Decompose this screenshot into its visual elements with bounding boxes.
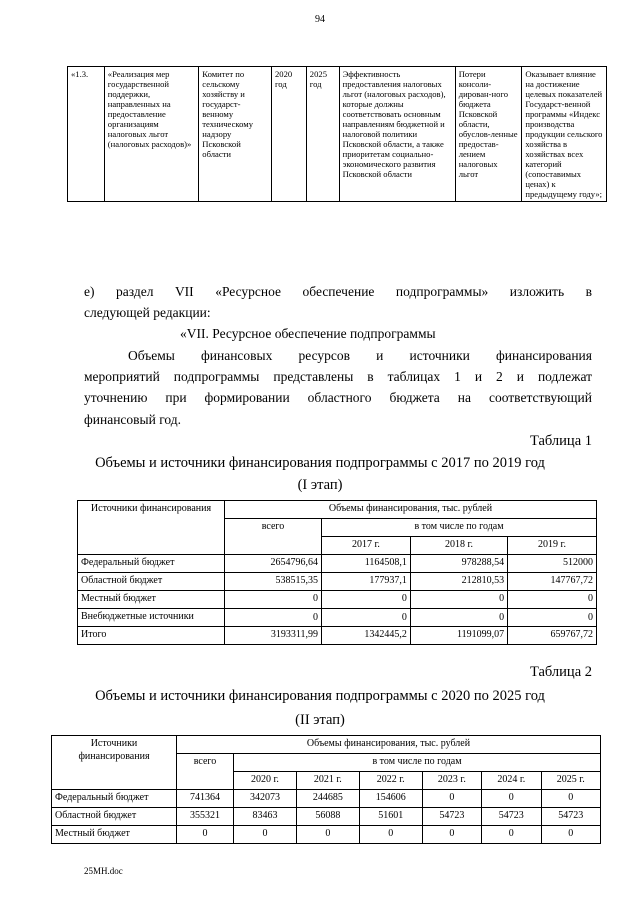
- year-cell: 54723: [541, 808, 600, 826]
- year-cell: 0: [410, 609, 507, 627]
- year-cell: 54723: [422, 808, 481, 826]
- header-sources: Источники финансирования: [78, 501, 225, 555]
- table-row: [52, 808, 601, 826]
- financing-table-1: [77, 500, 597, 645]
- year-cell: 83463: [234, 808, 297, 826]
- year-cell: 244685: [296, 790, 359, 808]
- total-cell: 0: [225, 591, 322, 609]
- header-total: всего: [177, 754, 234, 790]
- year-cell: 1342445,2: [322, 627, 411, 645]
- total-cell: 0: [177, 826, 234, 844]
- header-total: всего: [225, 519, 322, 555]
- table-row: [78, 555, 597, 573]
- paragraph-line-3: уточнению при формировании областного бюджета на соответствующий: [84, 390, 592, 405]
- paragraph-line-1: Объемы финансовых ресурсов и источники финансирования: [128, 348, 592, 363]
- year-cell: 54723: [482, 808, 541, 826]
- year-header: 2023 г.: [422, 772, 481, 790]
- executor: Комитет по сельскому хозяйству и государст-венному техническому надзору Псковской области: [199, 67, 272, 202]
- total-cell: 741364: [177, 790, 234, 808]
- year-header: 2024 г.: [482, 772, 541, 790]
- header-volumes: Объемы финансирования, тыс. рублей: [177, 736, 601, 754]
- year-cell: 0: [482, 790, 541, 808]
- year-cell: 0: [322, 609, 411, 627]
- year-cell: 0: [296, 826, 359, 844]
- year-header: 2018 г.: [410, 537, 507, 555]
- source-name: Итого: [78, 627, 225, 645]
- year-cell: 0: [234, 826, 297, 844]
- year-cell: 342073: [234, 790, 297, 808]
- total-cell: 355321: [177, 808, 234, 826]
- year-cell: 177937,1: [322, 573, 411, 591]
- year-header: 2022 г.: [359, 772, 422, 790]
- measure-name: «Реализация мер государственной поддержки, направленных на предоставление организациям налоговых льгот (налоговых расходов)»: [104, 67, 199, 202]
- year-header: 2020 г.: [234, 772, 297, 790]
- year-cell: 0: [508, 591, 597, 609]
- table2-title: Объемы и источники финансирования подпрограммы с 2020 по 2025 год: [95, 688, 545, 704]
- year-cell: 0: [359, 826, 422, 844]
- source-name: Областной бюджет: [78, 573, 225, 591]
- year-cell: 147767,72: [508, 573, 597, 591]
- consequence: Потери консоли-дирован-ного бюджета Псковской области, обуслов-ленные предостав-лением налоговых льгот: [455, 67, 522, 202]
- year-cell: 0: [422, 790, 481, 808]
- year-cell: 0: [541, 790, 600, 808]
- source-name: Местный бюджет: [52, 826, 177, 844]
- source-name: Областной бюджет: [52, 808, 177, 826]
- footer-filename: 25МН.doc: [84, 866, 123, 876]
- year-cell: 212810,53: [410, 573, 507, 591]
- impact: Оказывает влияние на достижение целевых показателей Государст-венной программы «Индекс производства продукции сельского хозяйства в хозяйствах всех категорий (сопоставимых ценах) к предыдущему году»;: [522, 67, 607, 202]
- source-name: Местный бюджет: [78, 591, 225, 609]
- year-cell: 512000: [508, 555, 597, 573]
- year-cell: 0: [322, 591, 411, 609]
- year-cell: 0: [541, 826, 600, 844]
- start-year: 2020 год: [272, 67, 307, 202]
- year-cell: 51601: [359, 808, 422, 826]
- year-header: 2017 г.: [322, 537, 411, 555]
- total-cell: 538515,35: [225, 573, 322, 591]
- year-cell: 0: [410, 591, 507, 609]
- header-sources: Источники финансирования: [52, 736, 177, 790]
- end-year: 2025 год: [306, 67, 339, 202]
- paragraph-line-4: финансовый год.: [84, 412, 182, 427]
- page-number: 94: [315, 14, 325, 25]
- year-cell: 0: [508, 609, 597, 627]
- header-years: в том числе по годам: [234, 754, 601, 772]
- program-table-row: [67, 66, 607, 202]
- table-row: [52, 790, 601, 808]
- year-cell: 0: [482, 826, 541, 844]
- table-row: [78, 591, 597, 609]
- item-e-2: следующей редакции:: [84, 305, 211, 320]
- table-row: [78, 609, 597, 627]
- year-cell: 1164508,1: [322, 555, 411, 573]
- total-cell: 3193311,99: [225, 627, 322, 645]
- source-name: Федеральный бюджет: [52, 790, 177, 808]
- financing-table-2: [51, 735, 601, 844]
- table-row: [78, 573, 597, 591]
- year-cell: 56088: [296, 808, 359, 826]
- table1-stage: (I этап): [297, 477, 343, 493]
- source-name: Федеральный бюджет: [78, 555, 225, 573]
- expected-result: Эффективность предоставления налоговых льгот (налоговых расходов), которые должны соответствовать основным направлениям бюджетной и налоговой политики Псковской области, а также приоритетам социально-экономического развития Псковской области: [339, 67, 455, 202]
- year-cell: 154606: [359, 790, 422, 808]
- row-number: «1.3.: [68, 67, 105, 202]
- item-e: е) раздел VII «Ресурсное обеспечение подпрограммы» изложить в: [84, 284, 592, 299]
- table-row: [52, 826, 601, 844]
- total-cell: 2654796,64: [225, 555, 322, 573]
- year-cell: 978288,54: [410, 555, 507, 573]
- table1-label: Таблица 1: [529, 433, 592, 449]
- table1-title: Объемы и источники финансирования подпрограммы с 2017 по 2019 год: [95, 455, 545, 471]
- year-header: 2019 г.: [508, 537, 597, 555]
- source-name: Внебюджетные источники: [78, 609, 225, 627]
- year-header: 2025 г.: [541, 772, 600, 790]
- year-cell: 659767,72: [508, 627, 597, 645]
- header-volumes: Объемы финансирования, тыс. рублей: [225, 501, 597, 519]
- table2-label: Таблица 2: [529, 664, 592, 680]
- year-header: 2021 г.: [296, 772, 359, 790]
- table-row: [78, 627, 597, 645]
- table2-stage: (II этап): [295, 712, 345, 728]
- section-title: «VII. Ресурсное обеспечение подпрограммы: [180, 326, 436, 341]
- total-cell: 0: [225, 609, 322, 627]
- year-cell: 1191099,07: [410, 627, 507, 645]
- paragraph-line-2: мероприятий подпрограммы представлены в таблицах 1 и 2 и подлежат: [84, 369, 592, 384]
- header-years: в том числе по годам: [322, 519, 597, 537]
- year-cell: 0: [422, 826, 481, 844]
